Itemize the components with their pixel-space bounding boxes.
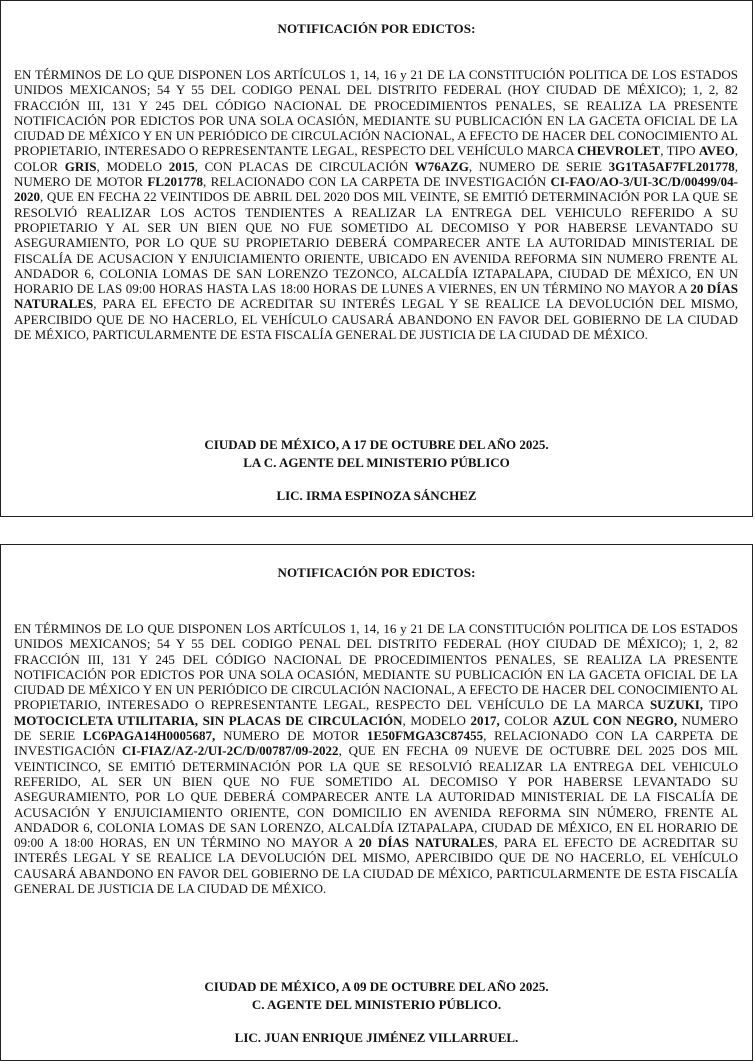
text-run: COLOR [499,712,553,728]
bold-text-run: 20 DÍAS NATURALES [358,835,495,851]
bold-text-run: 20 DÍAS NATURALES [14,281,738,312]
notice-body [14,67,738,342]
text-run: , RELACIONADO CON LA CARPETA DE INVESTIGACIÓN [14,728,738,759]
bold-text-run: GRIS [64,158,97,174]
bold-text-run: 2017, [470,712,500,728]
signature-block [1,978,752,1047]
signer-role: LA C. AGENTE DEL MINISTERIO PÚBLICO [243,454,510,470]
bold-text-run: SUZUKI, [649,697,704,713]
bold-text-run: W76AZG [414,158,469,174]
text-run: , PARA EL EFECTO DE ACREDITAR SU INTERÉS LEGAL Y SE REALICE LA DEVOLUCIÓN DEL MISMO, APERCIBIDO QUE DE NO HACERLO, EL VEHÍCULO CAUSARÁ ABANDONO EN FAVOR DEL GOBIERNO DE LA CIUDAD DE MÉXICO, PARTICULARMENTE DE ESTA FISCALÍA GENERAL DE JUSTICIA DE LA CIUDAD DE MÉXICO. [14,835,738,897]
text-run: , QUE EN FECHA 09 NUEVE DE OCTUBRE DEL 2025 DOS MIL VEINTICINCO, SE EMITIÓ DETERMINACIÓN POR LA QUE SE RESOLVIÓ REALIZAR LA ENTREGA DEL VEHICULO REFERIDO, AL SER UN BIEN QUE NO FUE SOMETIDO AL DECOMISO Y POR HABERSE LEVANTADO SU ASEGURAMIENTO, POR LO QUE DEBERÁ COMPARECER ANTE LA AUTORIDAD MINISTERIAL DE LA FISCALÍA DE ACUSACIÓN Y ENJUICIAMIENTO ORIENTE, CON DOMICILIO EN AVENIDA REFORMA SIN NÚMERO, FRENTE AL ANDADOR 6, COLONIA LOMAS DE SAN LORENZO, ALCALDÍA IZTAPALAPA, CIUDAD DE MÉXICO, EN EL HORARIO DE 09:00 A 18:00 HORAS, EN UN TÉRMINO NO MAYOR A [14,743,738,851]
text-run: , QUE EN FECHA 22 VEINTIDOS DE ABRIL DEL 2020 DOS MIL VEINTE, SE EMITIÓ DETERMINACIÓN POR LA QUE SE RESOLVIÓ REALIZAR LOS ACTOS TENDIENTES A REALIZAR LA ENTREGA DEL VEHICULO REFERIDO A SU PROPIETARIO Y AL SER UN BIEN QUE NO FUE SOMETIDO AL DECOMISO Y POR HABERSE LEVANTADO SU ASEGURAMIENTO, POR LO QUE SU PROPIETARIO DEBERÁ COMPARECER ANTE LA AUTORIDAD MINISTERIAL DE FISCALÍA DE ACUSACION Y ENJUICIAMIENTO ORIENTE, UBICADO EN AVENIDA REFORMA SIN NUMERO FRENTE AL ANDADOR 6, COLONIA LOMAS DE SAN LORENZO TEZONCO, ALCALDÍA IZTAPALAPA, CIUDAD DE MÉXICO, EN UN HORARIO DE LAS 09:00 HORAS HASTA LAS 18:00 HORAS DE LUNES A VIERNES, EN UN TÉRMINO NO MAYOR A [14,189,738,297]
signer-name: LIC. JUAN ENRIQUE JIMÉNEZ VILLARRUEL. [234,1030,519,1045]
notice-box-1 [0,0,753,517]
text-run: , RELACIONADO CON LA CARPETA DE INVESTIGACIÓN [203,174,551,190]
notice-body [14,621,738,896]
bold-text-run: AZUL CON NEGRO, [552,712,678,728]
text-run: EN TÉRMINOS DE LO QUE DISPONEN LOS ARTÍCULOS 1, 14, 16 y 21 DE LA CONSTITUCIÓN POLITICA DE LOS ESTADOS UNIDOS MEXICANOS; 54 Y 55 DEL CODIGO PENAL DEL DISTRITO FEDERAL (HOY CIUDAD DE MÉXICO); 1, 2, 82 FRACCIÓN III, 131 Y 245 DEL CÓDIGO NACIONAL DE PROCEDIMIENTOS PENALES, SE REALIZA LA PRESENTE NOTIFICACIÓN POR EDICTOS POR UNA SOLA OCASIÓN, MEDIANTE SU PUBLICACIÓN EN LA GACETA OFICIAL DE LA CIUDAD DE MÉXICO Y EN UN PERIÓDICO DE CIRCULACIÓN NACIONAL, A EFECTO DE HACER DEL CONOCIMIENTO AL PROPIETARIO, INTERESADO O REPRESENTANTE LEGAL, RESPECTO DEL VEHÍCULO DE LA MARCA [14,621,738,713]
spacer [1,471,752,487]
spacer [1,1013,752,1029]
bold-text-run: FL201778 [147,174,204,190]
text-run: , NUMERO DE MOTOR [14,158,739,190]
text-run: , CON PLACAS DE CIRCULACIÓN [194,158,415,174]
text-run: , NUMERO DE SERIE [468,158,609,174]
text-run: , TIPO [660,143,699,159]
text-run: TIPO [703,697,739,713]
text-run: NUMERO DE MOTOR [215,728,367,744]
signer-role: C. AGENTE DEL MINISTERIO PÚBLICO. [251,996,502,1012]
text-run: NUMERO DE SERIE [14,712,738,744]
bold-text-run: MOTOCICLETA UTILITARIA, SIN PLACAS DE CIRCULACIÓN [14,712,403,728]
bold-text-run: 1E50FMGA3C87455 [366,728,484,744]
signer-name: LIC. IRMA ESPINOZA SÁNCHEZ [276,488,477,503]
text-run: , MODELO [402,712,471,728]
bold-text-run: CI-FAO/AO-3/UI-3C/D/00499/04-2020 [14,174,738,205]
text-run: , COLOR [14,143,738,174]
text-run: , MODELO [96,158,169,174]
notice-box-2 [0,544,753,1061]
notice-title: NOTIFICACIÓN POR EDICTOS: [277,21,476,36]
bold-text-run: CHEVROLET [577,143,661,159]
bold-text-run: AVEO [698,143,735,159]
bold-text-run: 3G1TA5AF7FL201778 [608,158,735,174]
signature-block [1,436,752,505]
bold-text-run: LC6PAGA14H0005687, [83,728,216,744]
bold-text-run: CI-FIAZ/AZ-2/UI-2C/D/00787/09-2022 [121,743,339,759]
bold-text-run: 2015 [168,158,195,174]
text-run: EN TÉRMINOS DE LO QUE DISPONEN LOS ARTÍCULOS 1, 14, 16 y 21 DE LA CONSTITUCIÓN POLITICA DE LOS ESTADOS UNIDOS MEXICANOS; 54 Y 55 DEL CODIGO PENAL DEL DISTRITO FEDERAL (HOY CIUDAD DE MÉXICO); 1, 2, 82 FRACCIÓN III, 131 Y 245 DEL CÓDIGO NACIONAL DE PROCEDIMIENTOS PENALES, SE REALIZA LA PRESENTE NOTIFICACIÓN POR EDICTOS POR UNA SOLA OCASIÓN, MEDIANTE SU PUBLICACIÓN EN LA GACETA OFICIAL DE LA CIUDAD DE MÉXICO Y EN UN PERIÓDICO DE CIRCULACIÓN NACIONAL, A EFECTO DE HACER DEL CONOCIMIENTO AL PROPIETARIO, INTERESADO O REPRESENTANTE LEGAL, RESPECTO DEL VEHÍCULO MARCA [14,67,738,159]
text-run: , PARA EL EFECTO DE ACREDITAR SU INTERÉS LEGAL Y SE REALICE LA DEVOLUCIÓN DEL MISMO, APERCIBIDO QUE DE NO HACERLO, EL VEHÍCULO CAUSARÁ ABANDONO EN FAVOR DEL GOBIERNO DE LA CIUDAD DE MÉXICO, PARTICULARMENTE DE ESTA FISCALÍA GENERAL DE JUSTICIA DE LA CIUDAD DE MÉXICO. [14,296,738,343]
notice-title: NOTIFICACIÓN POR EDICTOS: [277,565,476,580]
place-date: CIUDAD DE MÉXICO, A 17 DE OCTUBRE DEL AÑO 2025. [204,437,549,452]
place-date: CIUDAD DE MÉXICO, A 09 DE OCTUBRE DEL AÑO 2025. [204,979,549,994]
